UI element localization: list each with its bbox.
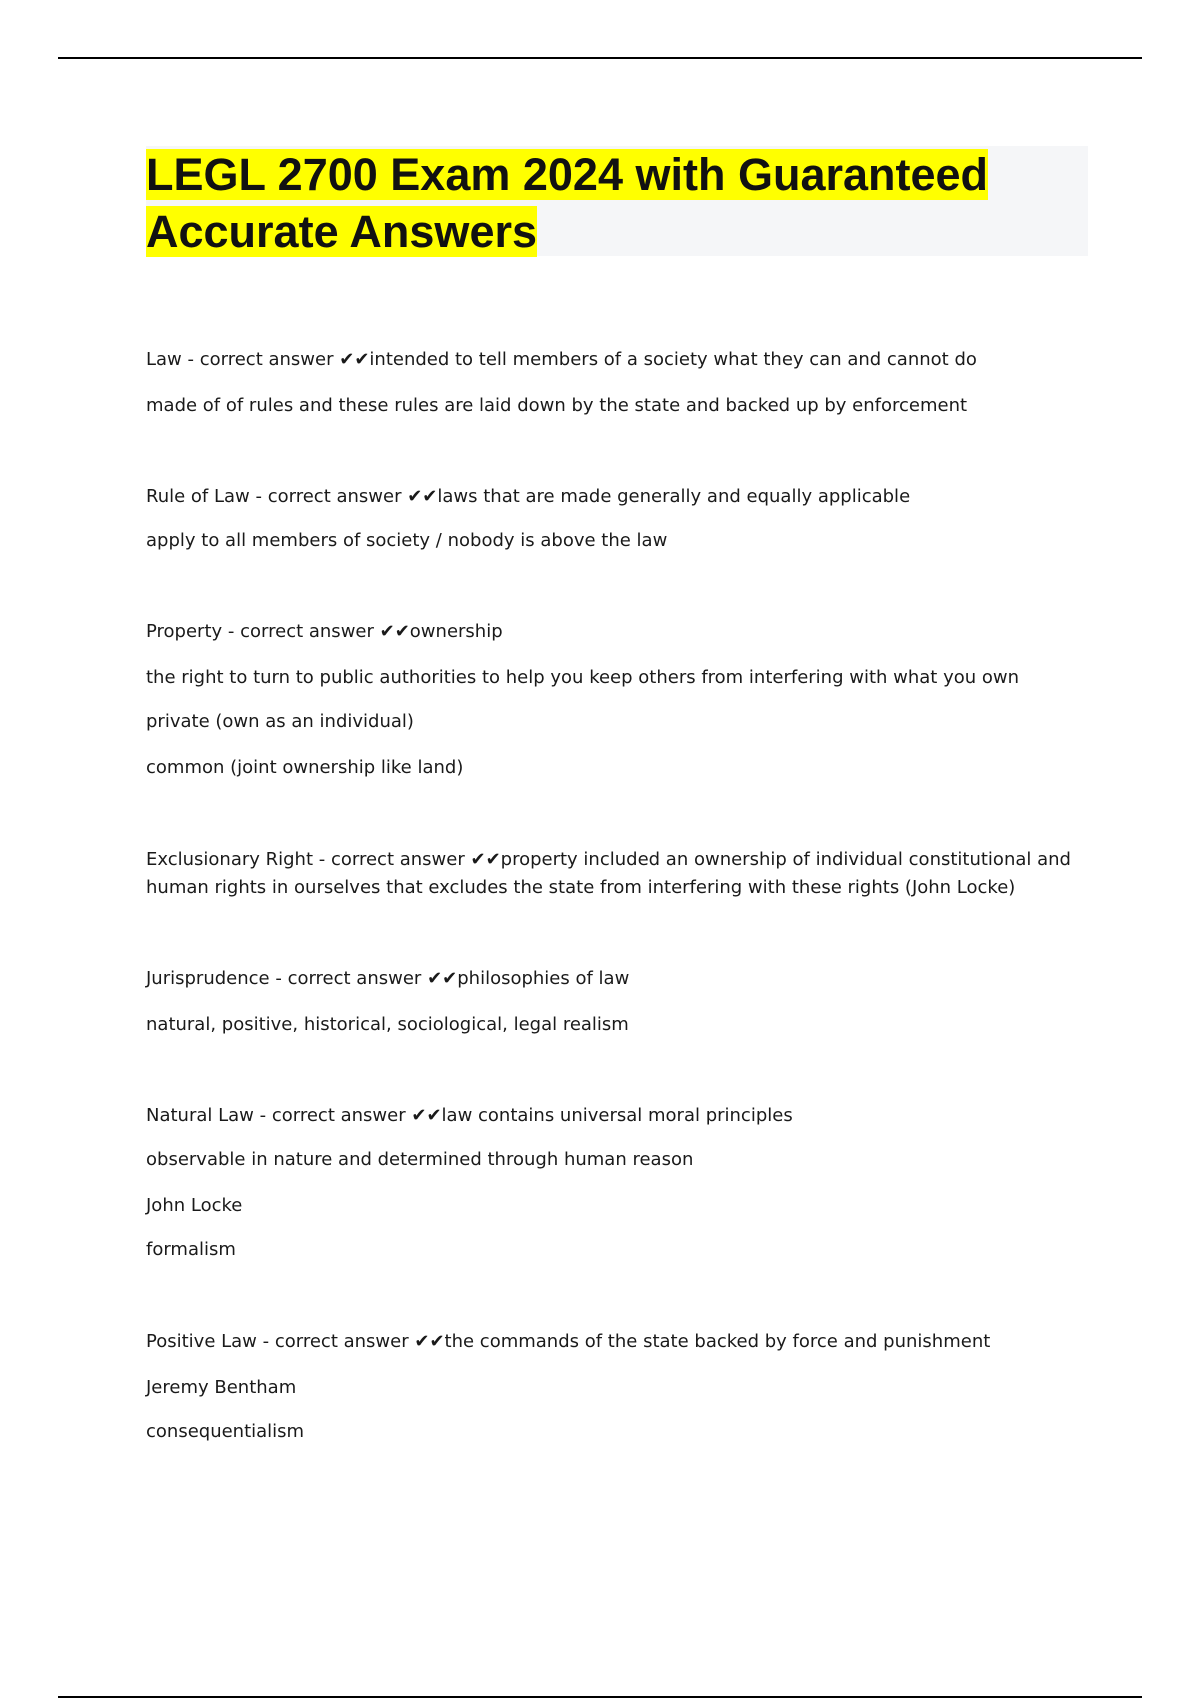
answer-marker: correct answer — [267, 486, 402, 507]
entry-detail: common (joint ownership like land) — [146, 757, 464, 778]
entry-detail: apply to all members of society / nobody is above the law — [146, 530, 668, 551]
entry-term: Law — [146, 349, 182, 370]
entry-term-line: Law - correct answer ✔✔intended to tell members of a society what they can and cannot do — [146, 349, 977, 370]
entry-answer: philosophies of law — [457, 968, 630, 989]
entry-answer: law contains universal moral principles — [441, 1105, 793, 1126]
bottom-rule — [58, 1696, 1142, 1698]
entry-answer: property included an ownership of individual constitutional and human rights in ourselves that excludes the state from interfering with these rights (John Locke) — [146, 849, 1071, 898]
answer-marker: correct answer — [271, 1105, 406, 1126]
entry-term: Rule of Law — [146, 486, 250, 507]
check-icon: ✔✔ — [407, 486, 438, 507]
entry-detail: made of of rules and these rules are laid down by the state and backed up by enforcement — [146, 395, 968, 416]
entry-detail: private (own as an individual) — [146, 711, 414, 732]
entry-detail: observable in nature and determined through human reason — [146, 1149, 694, 1170]
entry-term-line: Property - correct answer ✔✔ownership — [146, 621, 503, 642]
entry-detail: Jeremy Bentham — [146, 1377, 297, 1398]
entry-answer: laws that are made generally and equally applicable — [437, 486, 911, 507]
check-icon: ✔✔ — [470, 849, 501, 870]
entry-answer: intended to tell members of a society what they can and cannot do — [369, 349, 977, 370]
title-highlight: LEGL 2700 Exam 2024 with Guaranteed Accurate Answers — [146, 149, 989, 257]
entry-detail: John Locke — [146, 1195, 243, 1216]
entry-term-line: Natural Law - correct answer ✔✔law contains universal moral principles — [146, 1105, 793, 1126]
entry-term-line: Exclusionary Right - correct answer ✔✔property included an ownership of individual constitutional and human rights in ourselves that excludes the state from interfering with these rights (John Locke) — [146, 849, 1071, 898]
entry-answer: ownership — [409, 621, 503, 642]
answer-marker: correct answer — [274, 1331, 409, 1352]
check-icon: ✔✔ — [379, 621, 410, 642]
entry-detail: the right to turn to public authorities to help you keep others from interfering with what you own — [146, 667, 1020, 688]
entry-term: Exclusionary Right — [146, 849, 314, 870]
entry-term: Jurisprudence — [146, 968, 270, 989]
check-icon: ✔✔ — [414, 1331, 445, 1352]
entry-detail: consequentialism — [146, 1421, 305, 1442]
entry-term-line: Positive Law - correct answer ✔✔the commands of the state backed by force and punishment — [146, 1331, 991, 1352]
answer-marker: correct answer — [287, 968, 422, 989]
document-title — [146, 146, 1046, 260]
entry-term: Property — [146, 621, 223, 642]
answer-marker: correct answer — [240, 621, 374, 642]
check-icon: ✔✔ — [411, 1105, 442, 1126]
check-icon: ✔✔ — [427, 968, 458, 989]
top-rule — [58, 57, 1142, 59]
entry-answer: the commands of the state backed by force and punishment — [444, 1331, 991, 1352]
entry-detail: natural, positive, historical, sociological, legal realism — [146, 1014, 629, 1035]
entry-term-line: Rule of Law - correct answer ✔✔laws that are made generally and equally applicable — [146, 486, 911, 507]
entry-term: Natural Law — [146, 1105, 254, 1126]
answer-marker: correct answer — [330, 849, 465, 870]
answer-marker: correct answer — [199, 349, 334, 370]
check-icon: ✔✔ — [339, 349, 370, 370]
entry-term: Positive Law — [146, 1331, 257, 1352]
entry-term-line: Jurisprudence - correct answer ✔✔philosophies of law — [146, 968, 630, 989]
entry-detail: formalism — [146, 1239, 236, 1260]
title-block — [146, 146, 1088, 256]
